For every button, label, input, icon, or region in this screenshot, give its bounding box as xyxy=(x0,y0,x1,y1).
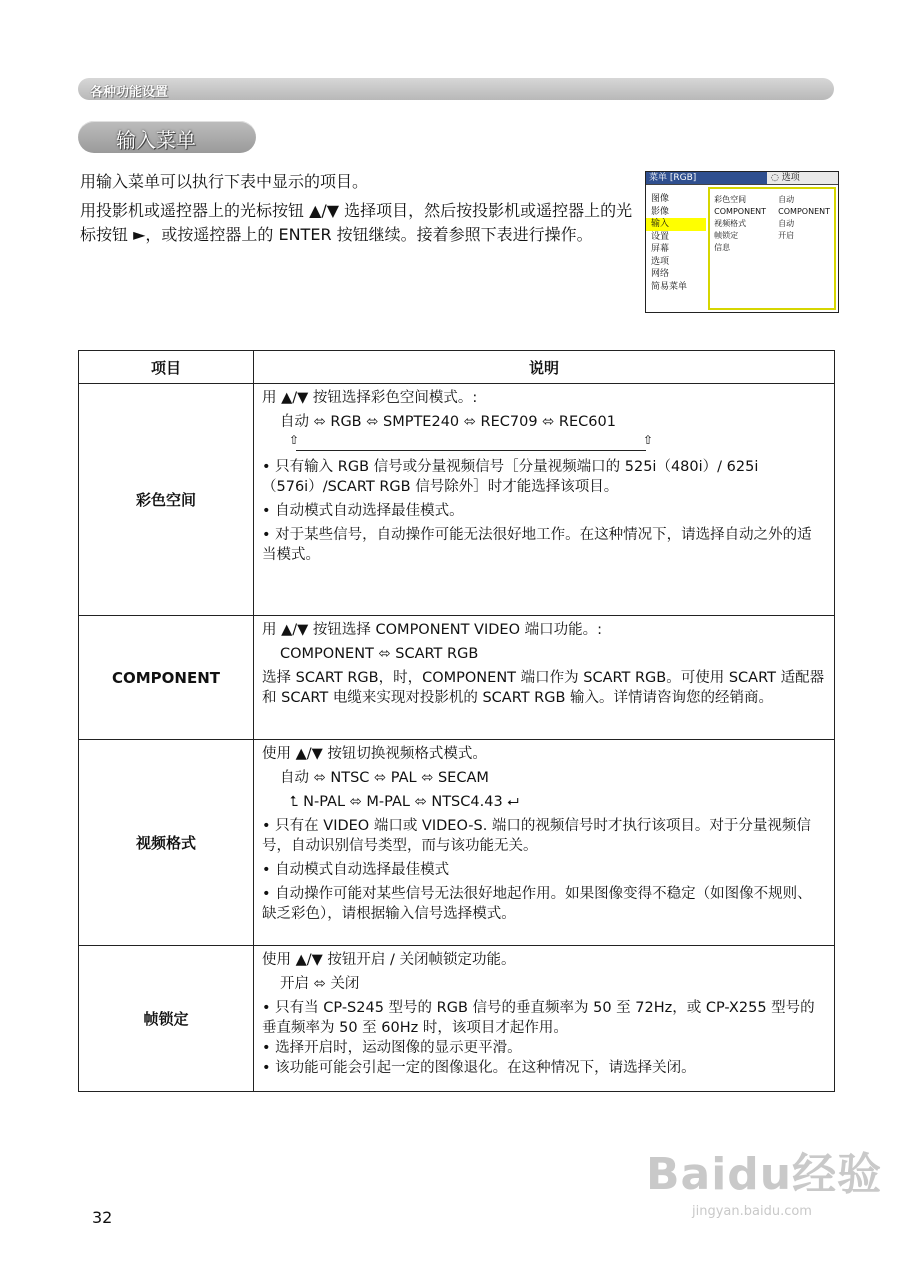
osd-setting-key: COMPONENT xyxy=(714,207,766,216)
row-description xyxy=(254,384,835,616)
desc-line: 使用 ▲/▼ 按钮开启 / 关闭帧锁定功能。 xyxy=(262,952,516,968)
desc-line: • 自动模式自动选择最佳模式 xyxy=(262,862,450,878)
arrow-up-icon: ⇧ xyxy=(642,433,653,447)
osd-setting-key: 信息 xyxy=(714,243,731,252)
cycle-return-arrow xyxy=(289,433,653,451)
desc-line: • 只有输入 RGB 信号或分量视频信号［分量视频端口的 525i（480i）/ 625i（576i）/SCART RGB 信号除外］时才能选择该项目。 xyxy=(262,459,759,495)
osd-menu-list xyxy=(646,185,706,312)
intro-line-1: 用输入菜单可以执行下表中显示的项目。 xyxy=(80,172,369,191)
desc-line: • 该功能可能会引起一定的图像退化。在这种情况下，请选择关闭。 xyxy=(262,1060,696,1076)
desc-line: • 只有当 CP-S245 型号的 RGB 信号的垂直频率为 50 至 72Hz，或 CP-X255 型号的垂直频率为 50 至 60Hz 时，该项目才起作用。 xyxy=(262,1000,815,1036)
osd-menu-preview xyxy=(645,171,839,313)
osd-setting-key: 视频格式 xyxy=(714,219,747,228)
mode-cycle: COMPONENT ⬄ SCART RGB xyxy=(280,646,479,662)
mode-cycle: 开启 ⬄ 关闭 xyxy=(280,976,360,992)
row-description xyxy=(254,946,835,1092)
menu-title: 输入菜单 xyxy=(116,128,196,152)
osd-option-label: ◌ 选项 xyxy=(767,172,838,184)
desc-line: 用 ▲/▼ 按钮选择彩色空间模式。: xyxy=(262,390,478,406)
table-row-frame-lock xyxy=(79,946,835,1092)
watermark-logo: Baidu经验 xyxy=(646,1149,883,1200)
mode-cycle: 自动 ⬄ NTSC ⬄ PAL ⬄ SECAM xyxy=(280,770,489,786)
desc-line: • 自动操作可能对某些信号无法很好地起作用。如果图像变得不稳定（如图像不规则、缺乏彩色），请根据输入信号选择模式。 xyxy=(262,886,812,922)
osd-menu-item: 简易菜单 xyxy=(651,281,688,292)
row-description xyxy=(254,740,835,946)
desc-line: • 选择开启时，运动图像的显示更平滑。 xyxy=(262,1040,522,1056)
menu-title-pill xyxy=(78,121,256,153)
row-item-label: 彩色空间 xyxy=(79,384,254,616)
osd-setting-value: 自动 xyxy=(778,219,795,228)
table-row-color-space xyxy=(79,384,835,616)
desc-line: • 自动模式自动选择最佳模式。 xyxy=(262,503,464,519)
table-row-video-format xyxy=(79,740,835,946)
desc-line: 使用 ▲/▼ 按钮切换视频格式模式。 xyxy=(262,746,487,762)
osd-menu-item-selected: 输入 xyxy=(646,218,706,231)
baidu-watermark xyxy=(646,1138,882,1219)
osd-setting-value: 开启 xyxy=(778,231,795,240)
watermark-url: jingyan.baidu.com xyxy=(692,1204,812,1219)
table-header-item: 项目 xyxy=(79,351,254,384)
table-row-component xyxy=(79,616,835,740)
osd-menu-item: 设置 xyxy=(651,231,670,242)
osd-setting-value: 自动 xyxy=(778,195,795,204)
osd-setting-key: 帧锁定 xyxy=(714,231,739,240)
desc-line: 用 ▲/▼ 按钮选择 COMPONENT VIDEO 端口功能。: xyxy=(262,622,602,638)
mode-cycle: 自动 ⬄ RGB ⬄ SMPTE240 ⬄ REC709 ⬄ REC601 xyxy=(280,414,616,430)
section-header-bar xyxy=(78,78,834,100)
mode-cycle-second-row: ⮤ N-PAL ⬄ M-PAL ⬄ NTSC4.43 ⮠ xyxy=(290,794,519,810)
table-header-description: 说明 xyxy=(254,351,835,384)
desc-line: • 对于某些信号，自动操作可能无法很好地工作。在这种情况下，请选择自动之外的适当模式。 xyxy=(262,527,812,563)
row-item-label: 视频格式 xyxy=(79,740,254,946)
osd-settings-panel xyxy=(708,187,836,310)
osd-title: 菜单 [RGB] xyxy=(646,172,767,184)
row-item-label: 帧锁定 xyxy=(79,946,254,1092)
input-menu-table xyxy=(78,350,835,1092)
intro-line-2: 用投影机或遥控器上的光标按钮 ▲/▼ 选择项目，然后按投影机或遥控器上的光标按钮 ►，或按遥控器上的 ENTER 按钮继续。接着参照下表进行操作。 xyxy=(80,201,633,244)
osd-menu-item: 影像 xyxy=(651,206,670,217)
row-description xyxy=(254,616,835,740)
arrow-up-icon: ⇧ xyxy=(289,433,300,447)
desc-line: • 只有在 VIDEO 端口或 VIDEO-S. 端口的视频信号时才执行该项目。对于分量视频信号，自动识别信号类型，而与该功能无关。 xyxy=(262,818,811,854)
section-title: 各种功能设置 xyxy=(90,85,169,100)
page-number: 32 xyxy=(92,1208,113,1227)
osd-setting-key: 彩色空间 xyxy=(714,195,747,204)
osd-setting-value: COMPONENT xyxy=(778,207,830,216)
desc-line: 选择 SCART RGB，时，COMPONENT 端口作为 SCART RGB。可使用 SCART 适配器和 SCART 电缆来实现对投影机的 SCART RGB 输入。详情请咨询您的经销商。 xyxy=(262,670,825,706)
osd-menu-item: 网络 xyxy=(651,269,670,279)
osd-menu-item: 屏幕 xyxy=(651,244,670,254)
osd-menu-item: 选项 xyxy=(651,256,670,267)
osd-menu-item: 图像 xyxy=(651,194,670,204)
row-item-label: COMPONENT xyxy=(79,616,254,740)
